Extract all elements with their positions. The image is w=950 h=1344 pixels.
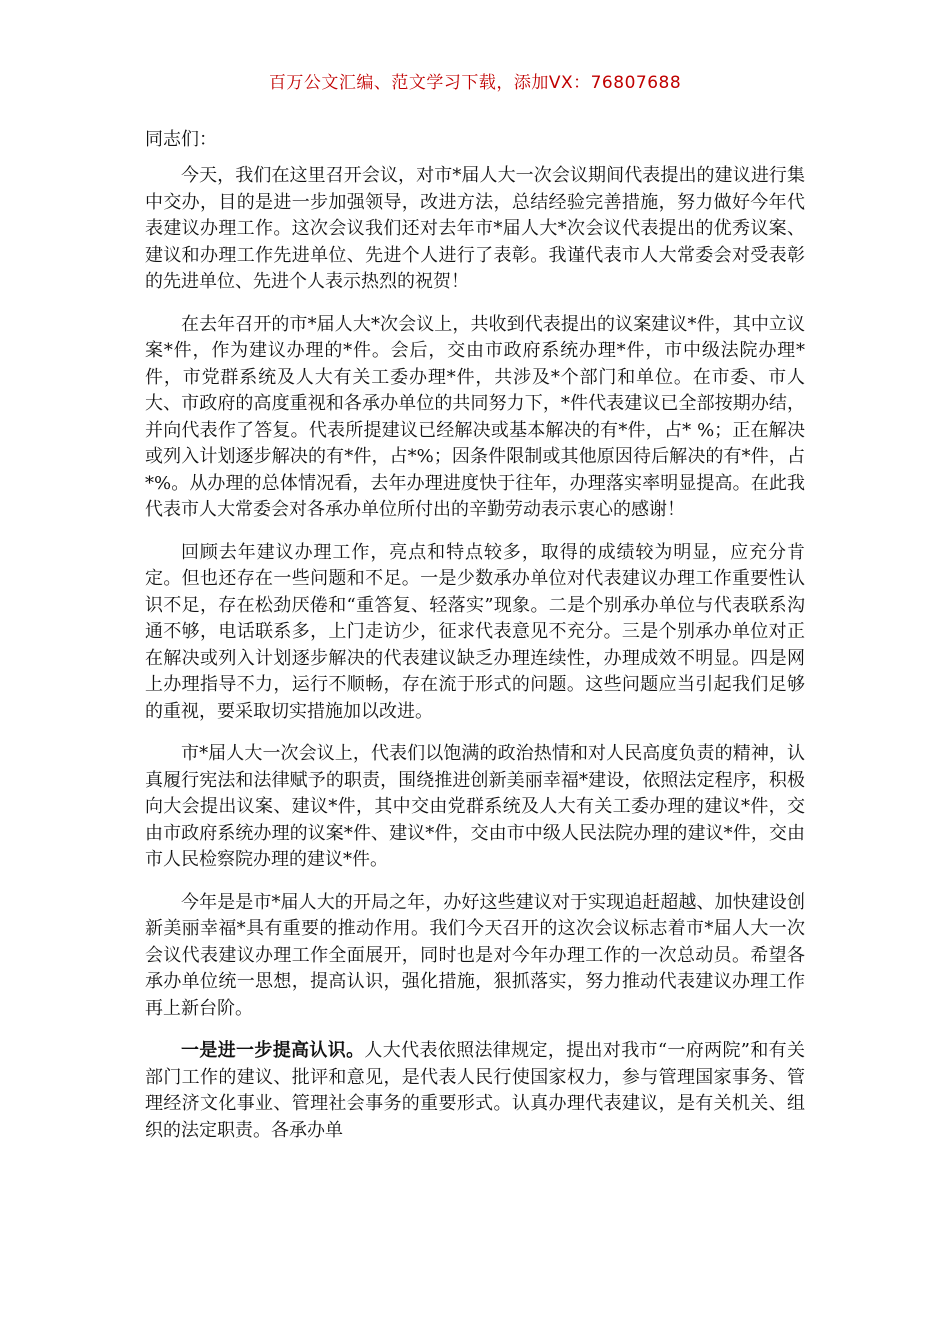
document-body <box>145 126 805 1160</box>
paragraph-6-text: 人大代表依照法律规定，提出对我市“一府两院”和有关部门工作的建议、批评和意见，是代表人民行使国家权力，参与管理国家事务、管理经济文化事业、管理社会事务的重要形式。认真办理代表建议，是有关机关、组织的法定职责。各承办单 <box>145 1040 806 1141</box>
paragraph-3: 回顾去年建议办理工作，亮点和特点较多，取得的成绩较为明显，应充分肯定。但也还存在一些问题和不足。一是少数承办单位对代表建议办理工作重要性认识不足，存在松劲厌倦和“重答复、轻落实”现象。二是个别承办单位与代表联系沟通不够，电话联系多，上门走访少，征求代表意见不充分。三是个别承办单位对正在解决或列入计划逐步解决的代表建议缺乏办理连续性，办理成效不明显。四是网上办理指导不力，运行不顺畅，存在流于形式的问题。这些问题应当引起我们足够的重视，要采取切实措施加以改进。 <box>145 541 805 722</box>
paragraph-5: 今年是是市*届人大的开局之年，办好这些建议对于实现追赶超越、加快建设创新美丽幸福*具有重要的推动作用。我们今天召开的这次会议标志着市*届人大一次会议代表建议办理工作全面展开，同时也是对今年办理工作的一次总动员。希望各承办单位统一思想，提高认识，强化措施，狠抓落实，努力推动代表建议办理工作再上新台阶。 <box>145 891 805 1019</box>
paragraph-2: 在去年召开的市*届人大*次会议上，共收到代表提出的议案建议*件，其中立议案*件，作为建议办理的*件。会后，交由市政府系统办理*件，市中级法院办理*件，市党群系统及人大有关工委办理*件，共涉及*个部门和单位。在市委、市人大、市政府的高度重视和各承办单位的共同努力下，*件代表建议已全部按期办结，并向代表作了答复。代表所提建议已经解决或基本解决的有*件，占* %；正在解决或列入计划逐步解决的有*件，占*%；因条件限制或其他原因待后解决的有*件，占*%。从办理的总体情况看，去年办理进度快于往年，办理落实率明显提高。在此我代表市人大常委会对各承办单位所付出的辛勤劳动表示衷心的感谢！ <box>145 313 805 520</box>
header-watermark: 百万公文汇编、范文学习下载，添加VX：76807688 <box>268 73 682 93</box>
paragraph-4: 市*届人大一次会议上，代表们以饱满的政治热情和对人民高度负责的精神，认真履行宪法和法律赋予的职责，围绕推进创新美丽幸福*建设，依照法定程序，积极向大会提出议案、建议*件，其中交由党群系统及人大有关工委办理的建议*件，交由市政府系统办理的议案*件、建议*件，交由市中级人民法院办理的建议*件，交由市人民检察院办理的建议*件。 <box>145 743 805 870</box>
paragraph-6-heading: 一是进一步提高认识。 <box>181 1040 365 1061</box>
paragraph-6 <box>145 1038 805 1144</box>
paragraph-1: 今天，我们在这里召开会议，对市*届人大一次会议期间代表提出的建议进行集中交办，目的是进一步加强领导，改进方法，总结经验完善措施，努力做好今年代表建议办理工作。这次会议我们还对去年市*届人大*次会议代表提出的优秀议案、建议和办理工作先进单位、先进个人进行了表彰。我谨代表市人大常委会对受表彰的先进单位、先进个人表示热烈的祝贺！ <box>145 165 805 292</box>
salutation: 同志们： <box>145 129 217 150</box>
